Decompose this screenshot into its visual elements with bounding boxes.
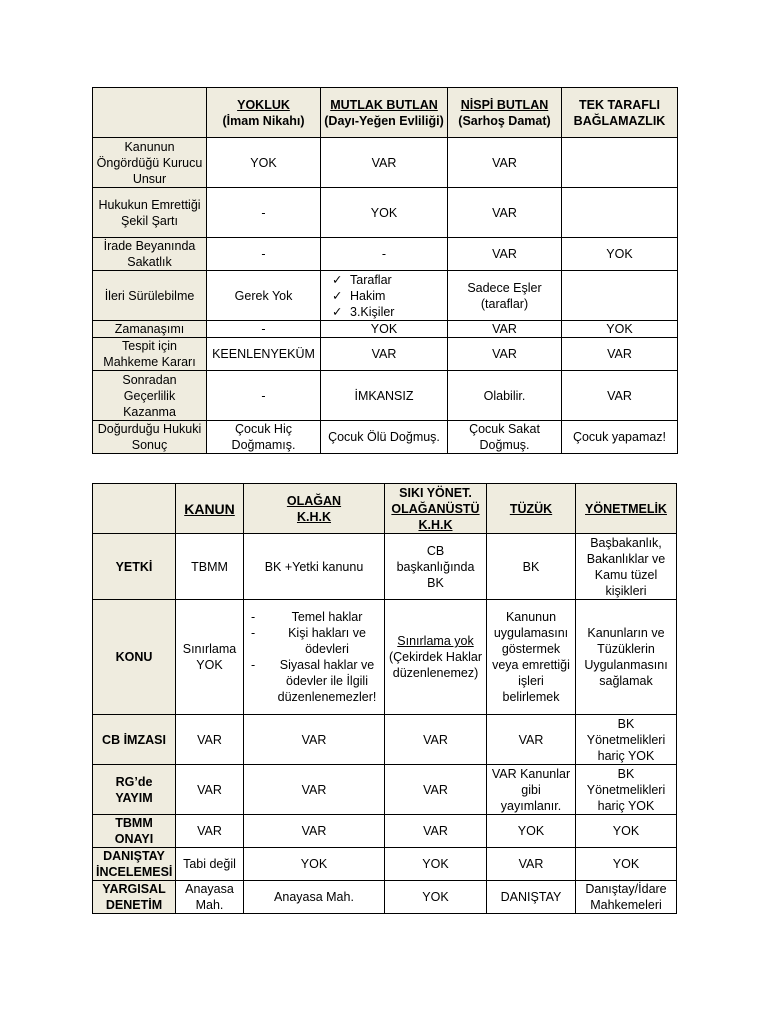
cell-kanun: Anayasa Mah. [176, 881, 244, 914]
cell-yokluk: - [207, 371, 321, 421]
header-yonetmelik: YÖNETMELİK [576, 484, 677, 534]
row-label: Tespit için Mahkeme Kararı [93, 338, 207, 371]
cell-olagan: VAR [244, 765, 385, 815]
cell-mutlak: - [321, 238, 448, 271]
table-row [93, 188, 678, 238]
header-tek-tarafli: TEK TARAFLI BAĞLAMAZLIK [562, 88, 678, 138]
list-item: ✓ Taraflar [332, 272, 392, 287]
header-olagan-khk: OLAĞAN K.H.K [244, 484, 385, 534]
dash-bullet: - [251, 610, 256, 624]
cell-siki: CB başkanlığında BK [385, 534, 487, 600]
cell-nispi: VAR [448, 338, 562, 371]
cell-yokluk: - [207, 188, 321, 238]
table-row [93, 534, 677, 600]
cell-olagan: BK +Yetki kanunu [244, 534, 385, 600]
header-mutlak-butlan: MUTLAK BUTLAN (Dayı-Yeğen Evliliği) [321, 88, 448, 138]
cell-tuzuk: VAR [487, 715, 576, 765]
cell-tek [562, 188, 678, 238]
list-item: - Temel haklar [251, 610, 363, 624]
table-row [93, 881, 677, 914]
cell-kanun: Sınırlama YOK [176, 600, 244, 715]
cell-olagan [244, 600, 385, 715]
cell-nispi: Çocuk Sakat Doğmuş. [448, 421, 562, 454]
cell-yokluk: Çocuk Hiç Doğmamış. [207, 421, 321, 454]
dash-bullet: - [251, 626, 256, 640]
cell-kanun: VAR [176, 815, 244, 848]
cell-yonetmelik: Danıştay/İdare Mahkemeleri [576, 881, 677, 914]
table-row [93, 848, 677, 881]
cell-nispi: Sadece Eşler (taraflar) [448, 271, 562, 321]
table-row [93, 138, 678, 188]
row-label: Kanunun Öngördüğü Kurucu Unsur [93, 138, 207, 188]
table-row [93, 238, 678, 271]
cell-olagan: Anayasa Mah. [244, 881, 385, 914]
cell-olagan: VAR [244, 715, 385, 765]
checkmark-icon: ✓ [332, 288, 343, 303]
cell-nispi: VAR [448, 138, 562, 188]
table-row [93, 815, 677, 848]
cell-mutlak: VAR [321, 338, 448, 371]
row-label: Doğurduğu Hukuki Sonuç [93, 421, 207, 454]
cell-tek [562, 271, 678, 321]
table-row [93, 371, 678, 421]
row-label: Zamanaşımı [93, 321, 207, 338]
table-row [93, 715, 677, 765]
marriage-invalidity-table [92, 87, 678, 454]
table-row [93, 600, 677, 715]
cell-yokluk: Gerek Yok [207, 271, 321, 321]
cell-nispi: VAR [448, 188, 562, 238]
header-siki-yonetim-khk: SIKI YÖNET. OLAĞANÜSTÜ K.H.K [385, 484, 487, 534]
checkmark-icon: ✓ [332, 304, 343, 319]
cell-yokluk: - [207, 321, 321, 338]
cell-tek: VAR [562, 371, 678, 421]
cell-siki: YOK [385, 881, 487, 914]
cell-mutlak: YOK [321, 188, 448, 238]
table-row [93, 271, 678, 321]
row-label: RG’de YAYIM [93, 765, 176, 815]
cell-tuzuk: YOK [487, 815, 576, 848]
cell-yonetmelik: BK Yönetmelikleri hariç YOK [576, 765, 677, 815]
cell-yokluk: - [207, 238, 321, 271]
row-label: Hukukun Emrettiği Şekil Şartı [93, 188, 207, 238]
cell-yonetmelik: Başbakanlık, Bakanlıklar ve Kamu tüzel kişikleri [576, 534, 677, 600]
list-item: - Kişi hakları ve ödevleri [251, 626, 366, 656]
cell-siki: VAR [385, 715, 487, 765]
cell-yonetmelik: BK Yönetmelikleri hariç YOK [576, 715, 677, 765]
cell-tek: YOK [562, 321, 678, 338]
cell-tuzuk: BK [487, 534, 576, 600]
cell-siki: YOK [385, 848, 487, 881]
row-label: YARGISAL DENETİM [93, 881, 176, 914]
row-label: Sonradan Geçerlilik Kazanma [93, 371, 207, 421]
cell-siki: VAR [385, 765, 487, 815]
corner-cell [93, 88, 207, 138]
legislation-comparison-table [92, 483, 677, 914]
cell-siki: VAR [385, 815, 487, 848]
cell-tuzuk: DANIŞTAY [487, 881, 576, 914]
cell-mutlak: YOK [321, 321, 448, 338]
cell-mutlak: İMKANSIZ [321, 371, 448, 421]
row-label: CB İMZASI [93, 715, 176, 765]
row-label: DANIŞTAY İNCELEMESİ [93, 848, 176, 881]
cell-kanun: VAR [176, 715, 244, 765]
checkmark-icon: ✓ [332, 272, 343, 287]
cell-olagan: YOK [244, 848, 385, 881]
list-item: - Siyasal haklar ve ödevler ile İlgili düzenlenemezler! [251, 658, 377, 704]
cell-tek: YOK [562, 238, 678, 271]
table-row [93, 338, 678, 371]
header-yokluk: YOKLUK (İmam Nikahı) [207, 88, 321, 138]
table-row [93, 321, 678, 338]
header-kanun: KANUN [176, 484, 244, 534]
header-tuzuk: TÜZÜK [487, 484, 576, 534]
cell-tek: Çocuk yapamaz! [562, 421, 678, 454]
row-label: TBMM ONAYI [93, 815, 176, 848]
dash-list [247, 609, 381, 705]
cell-tuzuk: VAR [487, 848, 576, 881]
table-row [93, 765, 677, 815]
dash-bullet: - [251, 658, 256, 672]
cell-nispi: VAR [448, 238, 562, 271]
row-label: YETKİ [93, 534, 176, 600]
table-header-row [93, 484, 677, 534]
list-item: ✓ Hakim [332, 288, 386, 303]
cell-yokluk: YOK [207, 138, 321, 188]
cell-mutlak [321, 271, 448, 321]
cell-tuzuk: VAR Kanunlar gibi yayımlanır. [487, 765, 576, 815]
cell-yonetmelik: YOK [576, 848, 677, 881]
cell-nispi: VAR [448, 321, 562, 338]
cell-mutlak: VAR [321, 138, 448, 188]
checklist [324, 272, 444, 320]
corner-cell [93, 484, 176, 534]
cell-mutlak: Çocuk Ölü Doğmuş. [321, 421, 448, 454]
cell-tek: VAR [562, 338, 678, 371]
cell-yonetmelik: Kanunların ve Tüzüklerin Uygulanmasını sağlamak [576, 600, 677, 715]
row-label: İrade Beyanında Sakatlık [93, 238, 207, 271]
cell-kanun: TBMM [176, 534, 244, 600]
cell-tuzuk: Kanunun uygulamasını göstermek veya emrettiği işleri belirlemek [487, 600, 576, 715]
cell-kanun: VAR [176, 765, 244, 815]
cell-tek [562, 138, 678, 188]
list-item: ✓ 3.Kişiler [332, 304, 395, 319]
table-row [93, 421, 678, 454]
cell-olagan: VAR [244, 815, 385, 848]
row-label: İleri Sürülebilme [93, 271, 207, 321]
cell-yokluk: KEENLENYEKÜM [207, 338, 321, 371]
row-label: KONU [93, 600, 176, 715]
cell-kanun: Tabi değil [176, 848, 244, 881]
cell-yonetmelik: YOK [576, 815, 677, 848]
table-header-row [93, 88, 678, 138]
header-nispi-butlan: NİSPİ BUTLAN (Sarhoş Damat) [448, 88, 562, 138]
cell-nispi: Olabilir. [448, 371, 562, 421]
cell-siki: Sınırlama yok (Çekirdek Haklar düzenlenemez) [385, 600, 487, 715]
